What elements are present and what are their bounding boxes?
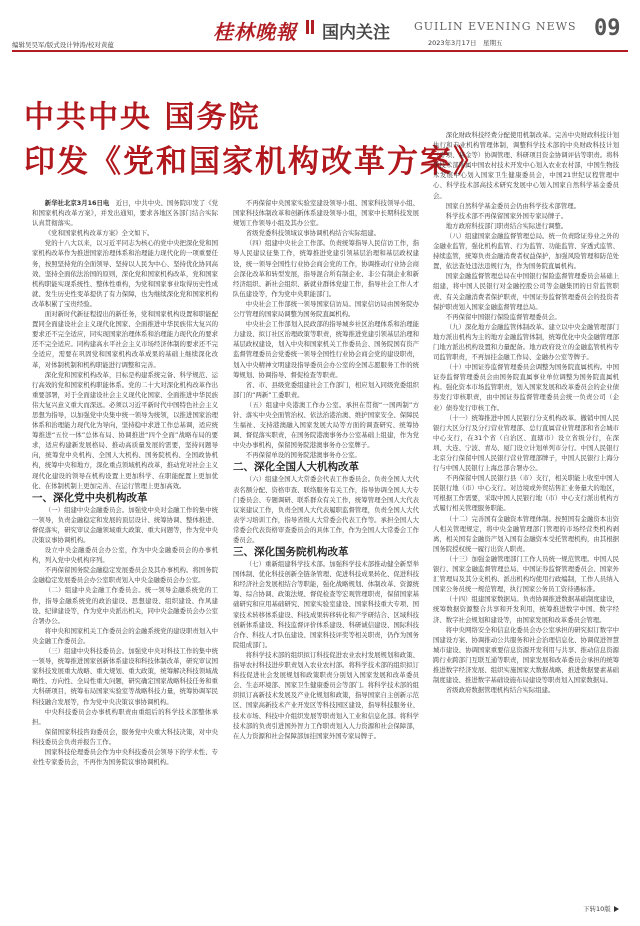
continued-label: 下转10版 [583,905,611,913]
paragraph: （二）组建中央金融工作委员会。统一领导金融系统党的工作，指导金融系统党的政治建设、思想建设、组织建设、作风建设、纪律建设等，作为党中央派出机关，同中央金融委员会办公室合署办公。 [32,586,218,625]
masthead-rule [12,50,628,52]
subheading-2: 二、深化全国人大机构改革 [233,461,359,474]
paragraph: 不再保留国务院金融稳定发展委员会及其办事机构。将国务院金融稳定发展委员会办公室职责划入中央金融委员会办公室。 [32,566,218,585]
paragraph: 将中央网络安全和信息化委员会办公室承担的研究拟订数字中国建设方案、协调推动公共服务和社会治理信息化、协调促进智慧城市建设、协调国家重要信息资源开发利用与共享、推动信息资源跨行业跨部门互联互通等职责，国家发展和改革委员会承担的统筹推进数字经济发展、组织实施国家大数据战略、推进数据要素基础制度建设、推进数字基础设施布局建设等职责划入国家数据局。 [433,625,619,685]
article-column-2 [233,198,419,898]
subheading-3: 三、深化国务院机构改革 [233,546,349,559]
paragraph: （六）组建全国人大常委会代表工作委员会。负责全国人大代表名额分配、资格审查、联络服务有关工作，指导协调全国人大专门委员会、专题调研、联系群众有关工作，统筹管理全国人大代表议案建议工作，负责全国人大代表履职监督管理，负责全国人大代表学习培训工作，指导省级人大常委会代表工作等。承担全国人大常委会代表资格审查委员会的具体工作，作为全国人大常委会工作委员会。 [233,475,419,544]
paragraph: 省、市、县级党委组建社会工作部门，相应划入同级党委组织部门的“两新”工委职责。 [233,380,419,399]
headline-line-1: 中共中央 国务院 [24,100,261,135]
lead-paragraph: 近日，中共中央、国务院印发了《党和国家机构改革方案》，并发出通知，要求各地区各部门结合实际认真贯彻落实。 [32,199,218,228]
paragraph: 将中央和国家机关工作委员会的金融系统党的建设职责划入中央金融工作委员会。 [32,626,218,645]
paragraph: （五）组建中央港澳工作办公室。承担在贯彻“一国两制”方针、落实中央全面管治权、依法治港治澳、维护国家安全、保障民生福祉、支持港澳融入国家发展大局等方面的调查研究、统筹协调、督促落实职责，在国务院港澳事务办公室基础上组建，作为党中央办事机构，保留国务院港澳事务办公室牌子。 [233,400,419,450]
paragraph: （十四）组建国家数据局。负责协调推进数据基础制度建设，统筹数据资源整合共享和开发利用，统筹推进数字中国、数字经济、数字社会规划和建设等，由国家发展和改革委员会管理。 [433,595,619,624]
masthead [0,0,640,52]
paragraph: 省级政府数据管理机构结合实际组建。 [445,686,555,695]
english-title: GUILIN EVENING NEWS [414,20,577,33]
article-column-3 [433,130,619,900]
paragraph: （十一）统筹推进中国人民银行分支机构改革。撤销中国人民银行大区分行及分行营业管理部、总行直属营业管理部和省会城市中心支行，在31个省（自治区、直辖市）设立省级分行，在深圳、大连、宁波、青岛、厦门设立计划单列市分行。中国人民银行北京分行保留中国人民银行营业管理部牌子，中国人民银行上海分行与中国人民银行上海总部合署办公。 [433,413,619,473]
paragraph: （三）组建中央科技委员会。加强党中央对科技工作的集中统一领导，统筹推进国家创新体系建设和科技体制改革，研究审议国家科技发展重大战略、重大规划、重大政策，统筹解决科技领域战略性、方向性、全局性重大问题，研究确定国家战略科技任务和重大科研项目，统筹布局国家实验室等战略科技力量，统筹协调军民科技融合发展等，作为党中央决策议事协调机构。 [32,647,218,706]
paragraph: （四）组建中央社会工作部。负责统筹指导人民信访工作，指导人民建议征集工作，统筹推进党建引领基层治理和基层政权建设，统一领导全国性行业协会商会党的工作，协调推动行业协会商会深化改革和转型发展，指导混合所有制企业、非公有制企业和新经济组织、新社会组织、新就业群体党建工作，指导社会工作人才队伍建设等，作为党中央职能部门。 [233,239,419,298]
page-number: 09 [594,16,621,41]
article-column-1 [32,198,218,898]
paragraph: （九）深化地方金融监管体制改革。建立以中央金融管理部门地方派出机构为主的地方金融监管体制，统筹优化中央金融管理部门地方派出机构设置和力量配备。地方政府设立的金融监管机构专司监管职责，不再加挂金融工作局、金融办公室等牌子。 [433,322,619,362]
paragraph: 国家金融监督管理总局在中国银行保险监督管理委员会基础上组建，将中国人民银行对金融控股公司等金融集团的日常监管职责、有关金融消费者保护职责，中国证券监督管理委员会的投资者保护职责划入国家金融监督管理总局。 [433,272,619,311]
paragraph: 地方政府科技部门职责结合实际进行调整。 [445,221,568,230]
paragraph: （十二）完善国有金融资本管理体制。按照国有金融资本出资人相关管理规定，将中央金融管理部门管理的市场经营类机构剥离，相关国有金融资产划入国有金融资本受托管理机构，由其根据国务院授权统一履行出资人职责。 [433,514,619,553]
continued-note [583,904,619,913]
paragraph: （十三）加强金融管理部门工作人员统一规范管理。中国人民银行、国家金融监督管理总局、中国证券监督管理委员会、国家外汇管理局及其分支机构、派出机构均使用行政编制，工作人员纳入国家公务员统一规范管理，执行国家公务员工资待遇标准。 [433,554,619,594]
section-marker-icon [304,18,316,36]
paragraph: 国家自然科学基金委员会仍由科学技术部管理。 [445,201,580,210]
paragraph: 党的十八大以来，以习近平同志为核心的党中央把深化党和国家机构改革作为推进国家治理体系和治理能力现代化的一项重要任务，按照坚持党的全面领导、坚持以人民为中心、坚持优化协同高效、坚持全面依法治国的原则，深化党和国家机构改革，党和国家机构职能实现系统性、整体性重构，为党和国家事业取得历史性成就、发生历史性变革提供了有力保障，也为继续深化党和国家机构改革积累了宝贵经验。 [32,239,218,308]
lead-dateline: 新华社北京3月16日电 [44,199,110,207]
paragraph: 省级党委科技领域议事协调机构结合实际组建。 [245,229,380,238]
paragraph: 中央社会工作部划入民政部的指导城乡社区治理体系和治理能力建设、拟订社区治理政策等职责，统筹推进党建引领基层治理和基层政权建设，划入中央和国家机关工作委员会、国务院国有资产监督管理委员会党委统一领导全国性行业协会商会党的建设职责，划入中央精神文明建设指导委员会办公室的全国志愿服务工作的统筹规划、协调指导、督促检查等职责。 [233,320,419,379]
paragraph: 不再保留中国人民银行县（市）支行，相关职能上收至中国人民银行地（市）中心支行。对边境或外贸结售汇业务量大的地区，可根据工作需要，采取中国人民银行地（市）中心支行派出机构方式履行相关管理服务职能。 [433,474,619,513]
paragraph: 将科学技术部的组织拟订科技促进农业农村发展规划和政策、指导农村科技进步职责划入农业农村部。将科学技术部的组织拟订科技促进社会发展规划和政策职责分别划入国家发展和改革委员会、生态环境部、国家卫生健康委员会等部门。将科学技术部的组织拟订高新技术发展及产业化规划和政策，指导国家自主创新示范区、国家高新技术产业开发区等科技园区建设，指导科技服务业、技术市场、科技中介组织发展等职责划入工业和信息化部。将科学技术部的负责引进国外智力工作职责划入人力资源和社会保障部，在人力资源和社会保障部加挂国家外国专家局牌子。 [233,650,419,740]
paragraph: （十）中国证券监督管理委员会调整为国务院直属机构。中国证券监督管理委员会由国务院直属事业单位调整为国务院直属机构。强化资本市场监管职责，划入国家发展和改革委员会的企业债券发行审核职责，由中国证券监督管理委员会统一负责公司（企业）债券发行审核工作。 [433,363,619,412]
paragraph: 深化党和国家机构改革，目标是构建系统完备、科学规范、运行高效的党和国家机构职能体系。党的二十大对深化机构改革作出重要部署，对于全面建设社会主义现代化国家、全面推进中华民族伟大复兴意义重大而深远。必须以习近平新时代中国特色社会主义思想为指导，以加强党中央集中统一领导为统领，以推进国家治理体系和治理能力现代化为导向，坚持稳中求进工作总基调，适应统筹推进“五位一体”总体布局、协调推进“四个全面”战略布局的要求，适应构建新发展格局、推动高质量发展的需要，坚持问题导向，统筹党中央机构、全国人大机构、国务院机构、全国政协机构，统筹中央和地方，深化重点领域机构改革，推动党对社会主义现代化建设的领导在机构设置上更加科学、在职能配置上更加优化、在体制机制上更加完善、在运行管理上更加高效。 [32,370,218,490]
paragraph: 中央科技委员会办事机构职责由重组后的科学技术部整体承担。 [32,707,218,726]
paragraph: 《党和国家机构改革方案》全文如下。 [44,229,154,238]
paragraph: （八）组建国家金融监督管理总局。统一负责除证券业之外的金融业监管，强化机构监管、行为监管、功能监管、穿透式监管、持续监管，统筹负责金融消费者权益保护，加强风险管理和防范处置，依法查处违法违规行为，作为国务院直属机构。 [433,231,619,271]
arrow-right-icon [614,906,619,912]
paragraph: （一）组建中央金融委员会。加强党中央对金融工作的集中统一领导，负责金融稳定和发展的顶层设计、统筹协调、整体推进、督促落实，研究审议金融领域重大政策、重大问题等，作为党中央决策议事协调机构。 [32,505,218,544]
headline [24,96,486,184]
paragraph: 保留国家科技咨询委员会，服务党中央重大科技决策，对中央科技委员会负责并报告工作。 [32,727,218,746]
paragraph: 中央社会工作部统一领导国家信访局。国家信访局由国务院办公厅管理的国家局调整为国务院直属机构。 [233,299,419,319]
paragraph: 不再保留中国银行保险监督管理委员会。 [445,312,561,321]
subheading-1: 一、深化党中央机构改革 [32,491,148,504]
issue-date: 2023年3月17日 星期五 [428,39,503,47]
paragraph: 国家科技伦理委员会作为中央科技委员会领导下的学术性、专业性专家委员会，不再作为国务院议事协调机构。 [32,747,218,767]
paragraph: 深化财政科技经费分配使用机制改革。完善中央财政科技计划执行和专业机构管理体制，调整科学技术部的中央财政科技计划（专项、基金等）协调管理、科研项目资金协调评估等职责。将科学技术部所属中国农村技术开发中心划入农业农村部，中国生物技术发展中心划入国家卫生健康委员会，中国21世纪议程管理中心、科学技术部高技术研究发展中心划入国家自然科学基金委员会。 [433,131,619,200]
headline-line-2: 印发《党和国家机构改革方案》 [24,144,486,180]
paragraph: （七）重新组建科学技术部。加强科学技术部推动健全新型举国体制、优化科技创新全链条管理、促进科技成果转化、促进科技和经济社会发展相结合等职能，强化战略规划、体制改革、资源统筹、综合协调、政策法规、督促检查等宏观管理职责，保留国家基础研究和应用基础研究、国家实验室建设、国家科技重大专项、国家技术转移体系建设、科技成果转移转化和产学研结合、区域科技创新体系建设、科技监督评价体系建设、科研诚信建设、国际科技合作、科技人才队伍建设、国家科技评奖等相关职责，仍作为国务院组成部门。 [233,560,419,649]
paragraph: 设立中央金融委员会办公室，作为中央金融委员会的办事机构，列入党中央机构序列。 [32,546,218,565]
staff-credits: 编辑吴昊军/版式设计钟涛/校对黄蕴 [12,41,114,49]
section-title: 国内关注 [322,23,390,43]
newspaper-logo: 桂林晚報 [213,20,297,44]
paragraph: 不再保留中央国家实验室建设领导小组、国家科技领导小组、国家科技体制改革和创新体系建设领导小组，国家中长期科技发展规划工作领导小组及其办公室。 [233,199,419,228]
paragraph: 科学技术部不再保留国家外国专家局牌子。 [445,211,568,220]
paragraph: 不再保留单设的国务院港澳事务办公室。 [245,451,361,460]
paragraph: 面对新时代新征程提出的新任务，党和国家机构设置和职能配置同全面建设社会主义现代化国家、全面推进中华民族伟大复兴的要求还不完全适应，同实现国家治理体系和治理能力现代化的要求还不完全适应。同构建高水平社会主义市场经济体制的要求还不完全适应，需要在巩固党和国家机构改革成果的基础上继续深化改革，对体制机制和机构职能进行调整和完善。 [32,310,218,369]
